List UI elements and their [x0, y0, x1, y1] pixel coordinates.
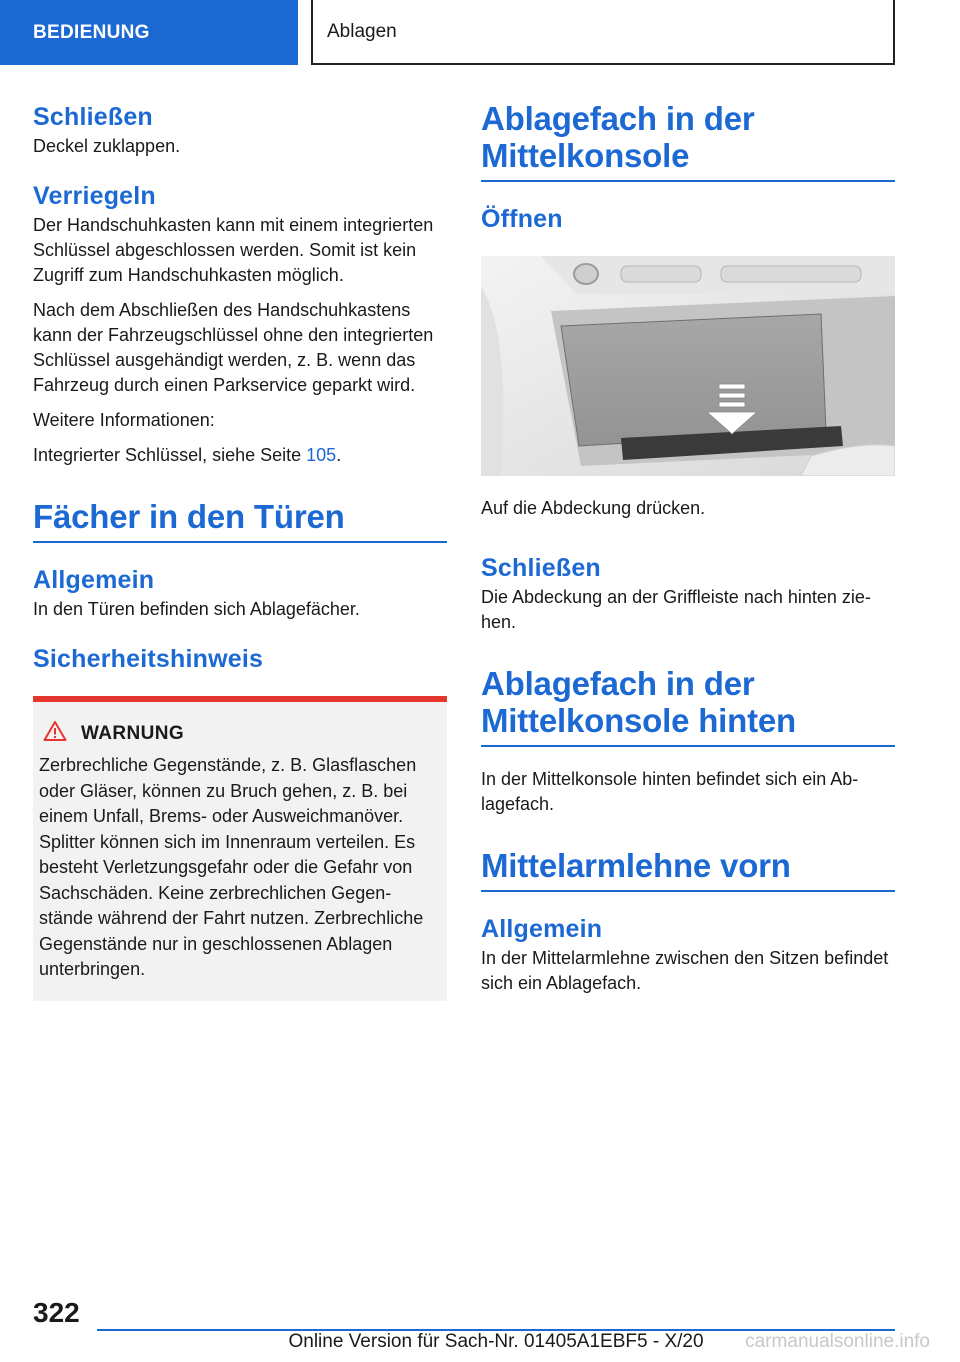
paragraph: In den Türen befinden sich Ablagefächer.: [33, 599, 360, 619]
warning-triangle-icon: [43, 720, 67, 747]
left-column: [33, 100, 447, 1001]
paragraph: Der Handschuhkasten kann mit einem integrierten Schlüssel abgeschlossen werden. Somit ist kein Zugriff zum Handschuhkasten möglich.: [33, 215, 434, 285]
paragraph: Weitere Informationen:: [33, 410, 215, 430]
warning-label: WARNUNG: [81, 722, 185, 744]
right-column: [481, 100, 895, 996]
footer-text: Online Version für Sach-Nr. 01405A1EBF5 - X/20: [288, 1331, 704, 1352]
paragraph: Nach dem Abschließen des Handschuhkastens kann der Fahrzeugschlüssel ohne den integrierten Schlüssel ausgehändigt werden, z. B. wenn das Fahrzeug durch einen Parkservice geparkt wird.: [33, 300, 434, 395]
paragraph: Auf die Abdeckung drücken.: [481, 498, 706, 518]
paragraph: In der Mittelkonsole hinten befindet sich ein Ablagefach.: [481, 769, 859, 814]
heading-allgemein: Allgemein: [33, 566, 155, 594]
page-reference: [33, 443, 447, 468]
heading-ablagefach-mittelkonsole: Ablagefach in der Mittelkonsole: [481, 100, 755, 174]
heading-faecher-tueren: Fächer in den Türen: [33, 498, 345, 535]
paragraph: In der Mittelarmlehne zwischen den Sitzen befindet sich ein Ablagefach.: [481, 948, 889, 993]
paragraph: Die Abdeckung an der Griffleiste nach hinten ziehen.: [481, 587, 871, 632]
heading-mittelarmlehne-vorn: Mittelarmlehne vorn: [481, 847, 791, 884]
warning-text: Zerbrechliche Gegenstände, z. B. Glasflaschen oder Gläser, können zu Bruch gehen, z. B. bei einem Unfall, Brems- oder Ausweichmanöver. Splitter können sich im Innenraum verteilen. Es besteht Verletzungsgefahr oder die Gefahr von Sachschäden. Keine zerbrechlichen Gegenstände während der Fahrt nutzen. Zerbrechliche Gegenstände nur in geschlossenen Ablagen unterbringen.: [39, 755, 424, 979]
heading-schliessen-2: Schließen: [481, 554, 601, 582]
reference-end: .: [336, 445, 342, 465]
reference-text: Integrierter Schlüssel, siehe Seite: [33, 445, 307, 465]
warning-box: [33, 696, 447, 1001]
heading-verriegeln: Verriegeln: [33, 182, 156, 210]
watermark: carmanualsonline.info: [745, 1331, 930, 1352]
heading-oeffnen: Öffnen: [481, 205, 563, 233]
heading-sicherheitshinweis: Sicherheitshinweis: [33, 645, 264, 673]
section-tab: BEDIENUNG: [0, 0, 298, 65]
page-number: 322: [33, 1297, 80, 1328]
page-link[interactable]: 105: [306, 445, 337, 465]
heading-mittelkonsole-hinten: Ablagefach in der Mittelkonsole hinten: [481, 665, 797, 739]
heading-schliessen: Schließen: [33, 103, 153, 131]
paragraph: Deckel zuklappen.: [33, 136, 181, 156]
center-console-photo: [481, 256, 895, 476]
heading-allgemein-2: Allgemein: [481, 915, 603, 943]
chapter-title: Ablagen: [311, 0, 895, 65]
